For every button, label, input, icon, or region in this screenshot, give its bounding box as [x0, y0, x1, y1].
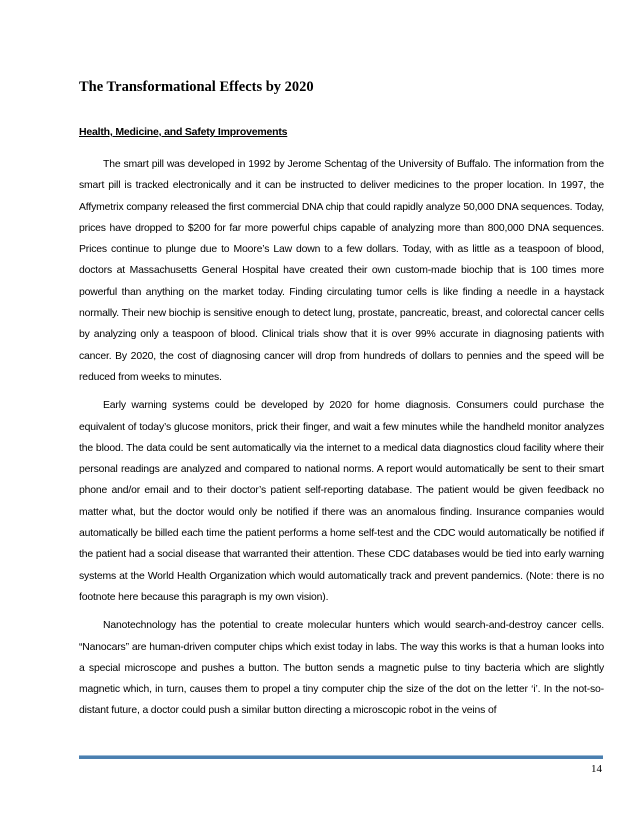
- section-title: Health, Medicine, and Safety Improvements: [79, 126, 288, 138]
- footer-rule: [79, 755, 603, 759]
- body-text: [79, 154, 604, 722]
- page-heading: The Transformational Effects by 2020: [79, 79, 314, 95]
- page-number: 14: [591, 763, 602, 775]
- paragraph: Nanotechnology has the potential to create molecular hunters which would search-and-destroy cancer cells. “Nanocars” are human-driven computer chips which exist today in labs. The way this works is that a human looks into a special microscope and pushes a button. The button sends a magnetic pulse to tiny bacteria which are slightly magnetic which, in turn, causes them to propel a tiny computer chip the size of the dot on the letter ‘i’. In the not-so-distant future, a doctor could push a similar button directing a microscopic robot in the veins of: [79, 620, 604, 717]
- paragraph: The smart pill was developed in 1992 by Jerome Schentag of the University of Buffalo. The information from the smart pill is tracked electronically and it can be instructed to deliver medicines to the proper location. In 1997, the Affymetrix company released the first commercial DNA chip that could rapidly analyze 50,000 DNA sequences. Today, prices have dropped to $200 for far more powerful chips capable of analyzing more than 800,000 DNA sequences. Prices continue to plunge due to Moore’s Law down to a few dollars. Today, with as little as a teaspoon of blood, doctors at Massachusetts General Hospital have created their own custom-made biochip that is 100 times more powerful than anything on the market today. Finding circulating tumor cells is like finding a needle in a haystack normally. Their new biochip is sensitive enough to detect lung, prostate, pancreatic, breast, and colorectal cancer cells by analyzing only a teaspoon of blood. Clinical trials show that it is over 99% accurate in diagnosing patients with cancer. By 2020, the cost of diagnosing cancer will drop from hundreds of dollars to pennies and the speed will be reduced from weeks to minutes.: [79, 159, 604, 383]
- paragraph: Early warning systems could be developed by 2020 for home diagnosis. Consumers could purchase the equivalent of today’s glucose monitors, prick their finger, and wait a few minutes while the handheld monitor analyzes the blood. The data could be sent automatically via the internet to a medical data diagnostics cloud facility where their personal readings are analyzed and compared to national norms. A report would automatically be sent to their smart phone and/or email and to their doctor’s patient self-reporting database. The patient would be given feedback no matter what, but the doctor would only be notified if there was an anomalous finding. Insurance companies would automatically be billed each time the patient performs a home self-test and the CDC would automatically be notified if the patient had a social disease that warranted their attention. These CDC databases would be tied into early warning systems at the World Health Organization which would automatically track and prevent pandemics. (Note: there is no footnote here because this paragraph is my own vision).: [79, 400, 604, 603]
